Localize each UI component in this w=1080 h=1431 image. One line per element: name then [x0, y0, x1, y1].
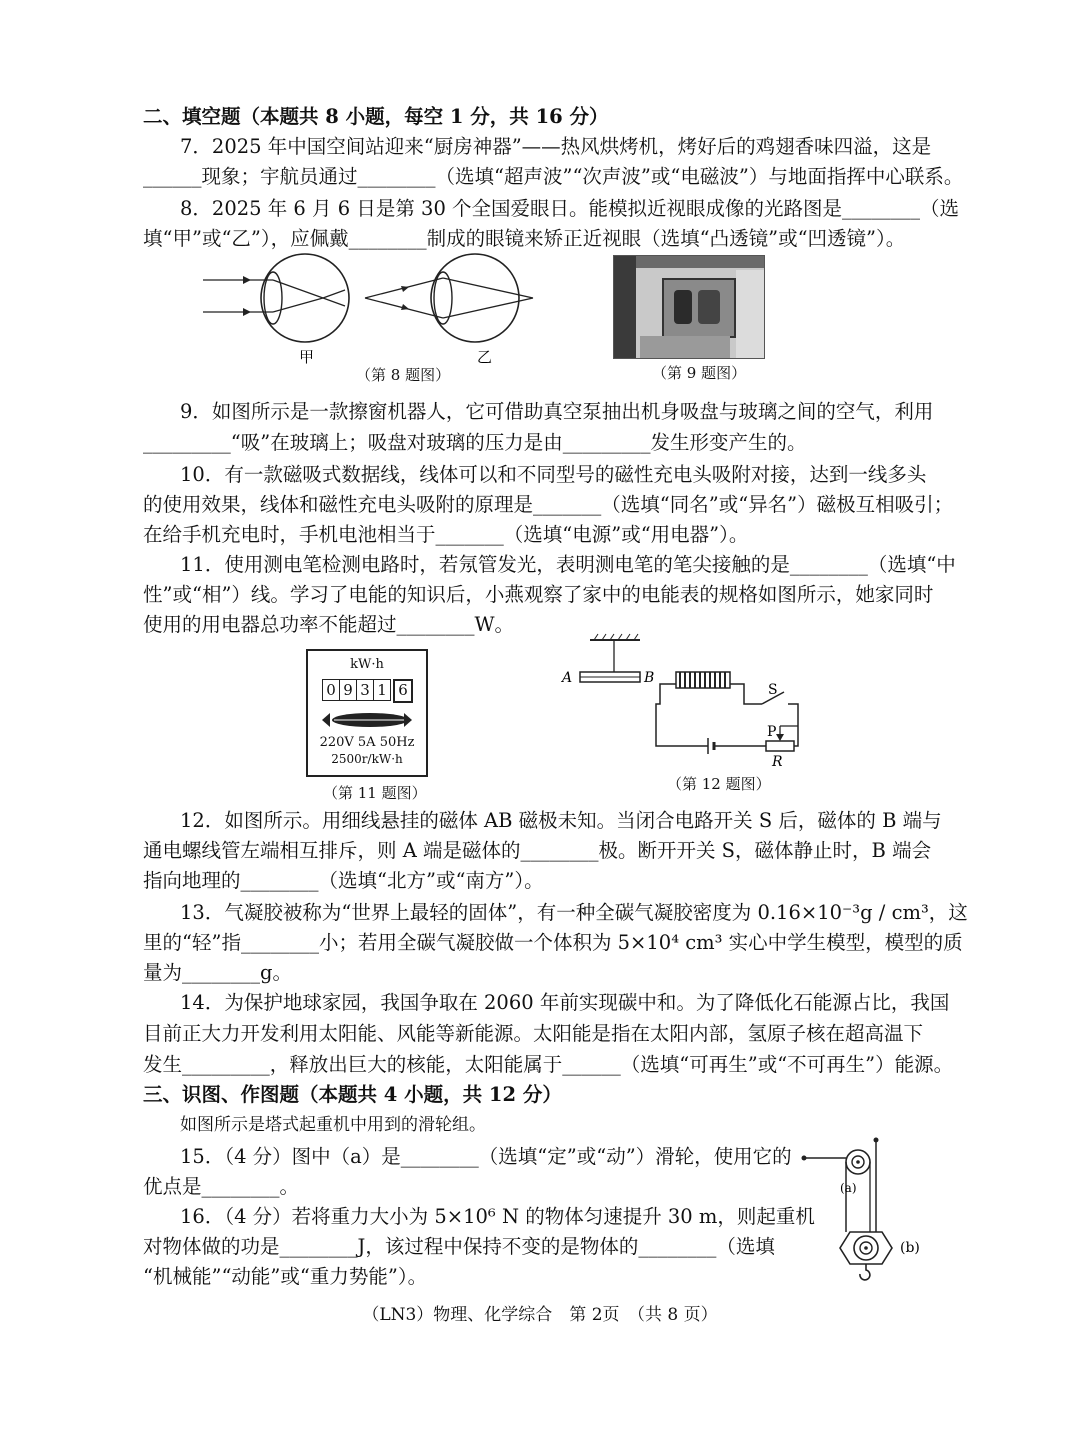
question-13-line-1: 13．气凝胶被称为“世界上最轻的固体”，有一种全碳气凝胶密度为 0.16×10⁻³g / cm³，这: [180, 901, 968, 924]
question-9-line-2: _________“吸”在玻璃上；吸盘对玻璃的压力是由_________发生形变产生的。: [143, 431, 807, 454]
question-9-line-1: 9．如图所示是一款擦窗机器人，它可借助真空泵抽出机身吸盘与玻璃之间的空气，利用: [180, 400, 934, 423]
section-title-fill-blank: 二、填空题（本题共 8 小题，每空 1 分，共 16 分）: [143, 105, 609, 128]
figure-8-eye-diagrams: [195, 250, 555, 370]
question-12-line-2: 通电螺线管左端相互排斥，则 A 端是磁体的________极。断开开关 S，磁体静止时，B 端会: [143, 839, 932, 862]
question-11-line-1: 11．使用测电笔检测电路时，若氖管发光，表明测电笔的笔尖接触的是________（选填“中: [180, 553, 956, 576]
label-p: P: [767, 724, 777, 740]
label-jia: 甲: [299, 348, 315, 366]
question-8-line-2: 填“甲”或“乙”），应佩戴________制成的眼镜来矫正近视眼（选填“凸透镜”或“凹透镜”）。: [143, 227, 906, 250]
label-r: R: [772, 754, 783, 770]
label-b: B: [644, 670, 655, 686]
figure-8-caption: （第 8 题图）: [356, 366, 451, 384]
question-16-line-2: 对物体做的功是________J，该过程中保持不变的是物体的________（选填: [143, 1235, 775, 1258]
question-14-line-3: 发生_________，释放出巨大的核能，太阳能属于______（选填“可再生”或“不可再生”）能源。: [143, 1053, 954, 1076]
question-10-line-1: 10．有一款磁吸式数据线，线体可以和不同型号的磁性充电头吸附对接，达到一线多头: [180, 463, 927, 486]
meter-spec-1: 220V 5A 50Hz: [319, 735, 415, 750]
question-13-line-2: 里的“轻”指________小；若用全碳气凝胶做一个体积为 5×10⁴ cm³ 实心中学生模型，模型的质: [143, 931, 963, 954]
question-10-line-3: 在给手机充电时，手机电池相当于_______（选填“电源”或“用电器”）。: [143, 523, 749, 546]
meter-unit: kW·h: [350, 657, 384, 672]
question-7-line-2: ______现象；宇航员通过________（选填“超声波”“次声波”或“电磁波”）与地面指挥中心联系。: [143, 165, 964, 188]
label-s: S: [768, 682, 778, 698]
question-15-line-2: 优点是________。: [143, 1175, 300, 1198]
label-yi: 乙: [477, 348, 493, 366]
meter-spec-2: 2500r/kW·h: [331, 752, 403, 766]
figure-11-caption: （第 11 题图）: [323, 784, 427, 802]
question-11-line-3: 使用的用电器总功率不能超过________W。: [143, 613, 515, 636]
figure-9-window-robot-photo: [613, 255, 765, 359]
eye-yi-circle: [431, 254, 519, 342]
question-16-line-3: “机械能”“动能”或“重力势能”）。: [143, 1265, 428, 1288]
crane-intro: 如图所示是塔式起重机中用到的滑轮组。: [180, 1115, 486, 1135]
question-11-line-2: 性”或“相”）线。学习了电能的知识后，小燕观察了家中的电能表的规格如图所示，她家同时: [143, 583, 934, 606]
question-10-line-2: 的使用效果，线体和磁性充电头吸附的原理是_______（选填“同名”或“异名”）磁极互相吸引；: [143, 493, 954, 516]
meter-digits: [322, 679, 413, 703]
label-pulley-a: (a): [840, 1181, 857, 1195]
section-title-diagram: 三、识图、作图题（本题共 4 小题，共 12 分）: [143, 1083, 562, 1106]
meter-disk-icon: [320, 709, 414, 731]
question-14-line-1: 14．为保护地球家园，我国争取在 2060 年前实现碳中和。为了降低化石能源占比，我国: [180, 991, 950, 1014]
meter-digit-decimal: 6: [393, 679, 413, 703]
page-footer: （LN3）物理、化学综合 第 2页 （共 8 页）: [362, 1305, 718, 1325]
meter-digit: 0: [322, 679, 340, 701]
question-7-line-1: 7．2025 年中国空间站迎来“厨房神器”——热风烘烤机，烤好后的鸡翅香味四溢，这是: [180, 135, 932, 158]
hook-icon: [860, 1264, 870, 1280]
question-13-line-3: 量为________g。: [143, 961, 292, 984]
question-14-line-2: 目前正大力开发利用太阳能、风能等新能源。太阳能是指在太阳内部，氢原子核在超高温下: [143, 1022, 924, 1045]
meter-digit: 9: [340, 679, 357, 701]
eye-jia-circle: [261, 254, 349, 342]
label-pulley-b: (b): [900, 1240, 920, 1256]
figure-15-pulley-system: [800, 1132, 940, 1282]
question-12-line-3: 指向地理的________（选填“北方”或“南方”）。: [143, 869, 544, 892]
question-8-line-1: 8．2025 年 6 月 6 日是第 30 个全国爱眼日。能模拟近视眼成像的光路图是________（选: [180, 197, 960, 220]
question-15-line-1: 15．（4 分）图中（a）是________（选填“定”或“动”）滑轮，使用它的: [180, 1145, 792, 1168]
figure-9-caption: （第 9 题图）: [652, 364, 747, 382]
meter-digit: 3: [357, 679, 374, 701]
figure-11-energy-meter: [306, 649, 428, 777]
figure-12-circuit: [556, 632, 806, 770]
figure-12-caption: （第 12 题图）: [667, 775, 771, 793]
meter-digit: 1: [374, 679, 391, 701]
rheostat-r: [766, 741, 794, 751]
question-12-line-1: 12．如图所示。用细线悬挂的磁体 AB 磁极未知。当闭合电路开关 S 后，磁体的 B 端与: [180, 809, 942, 832]
label-a: A: [562, 670, 573, 686]
question-16-line-1: 16．（4 分）若将重力大小为 5×10⁶ N 的物体匀速提升 30 m，则起重机: [180, 1205, 815, 1228]
